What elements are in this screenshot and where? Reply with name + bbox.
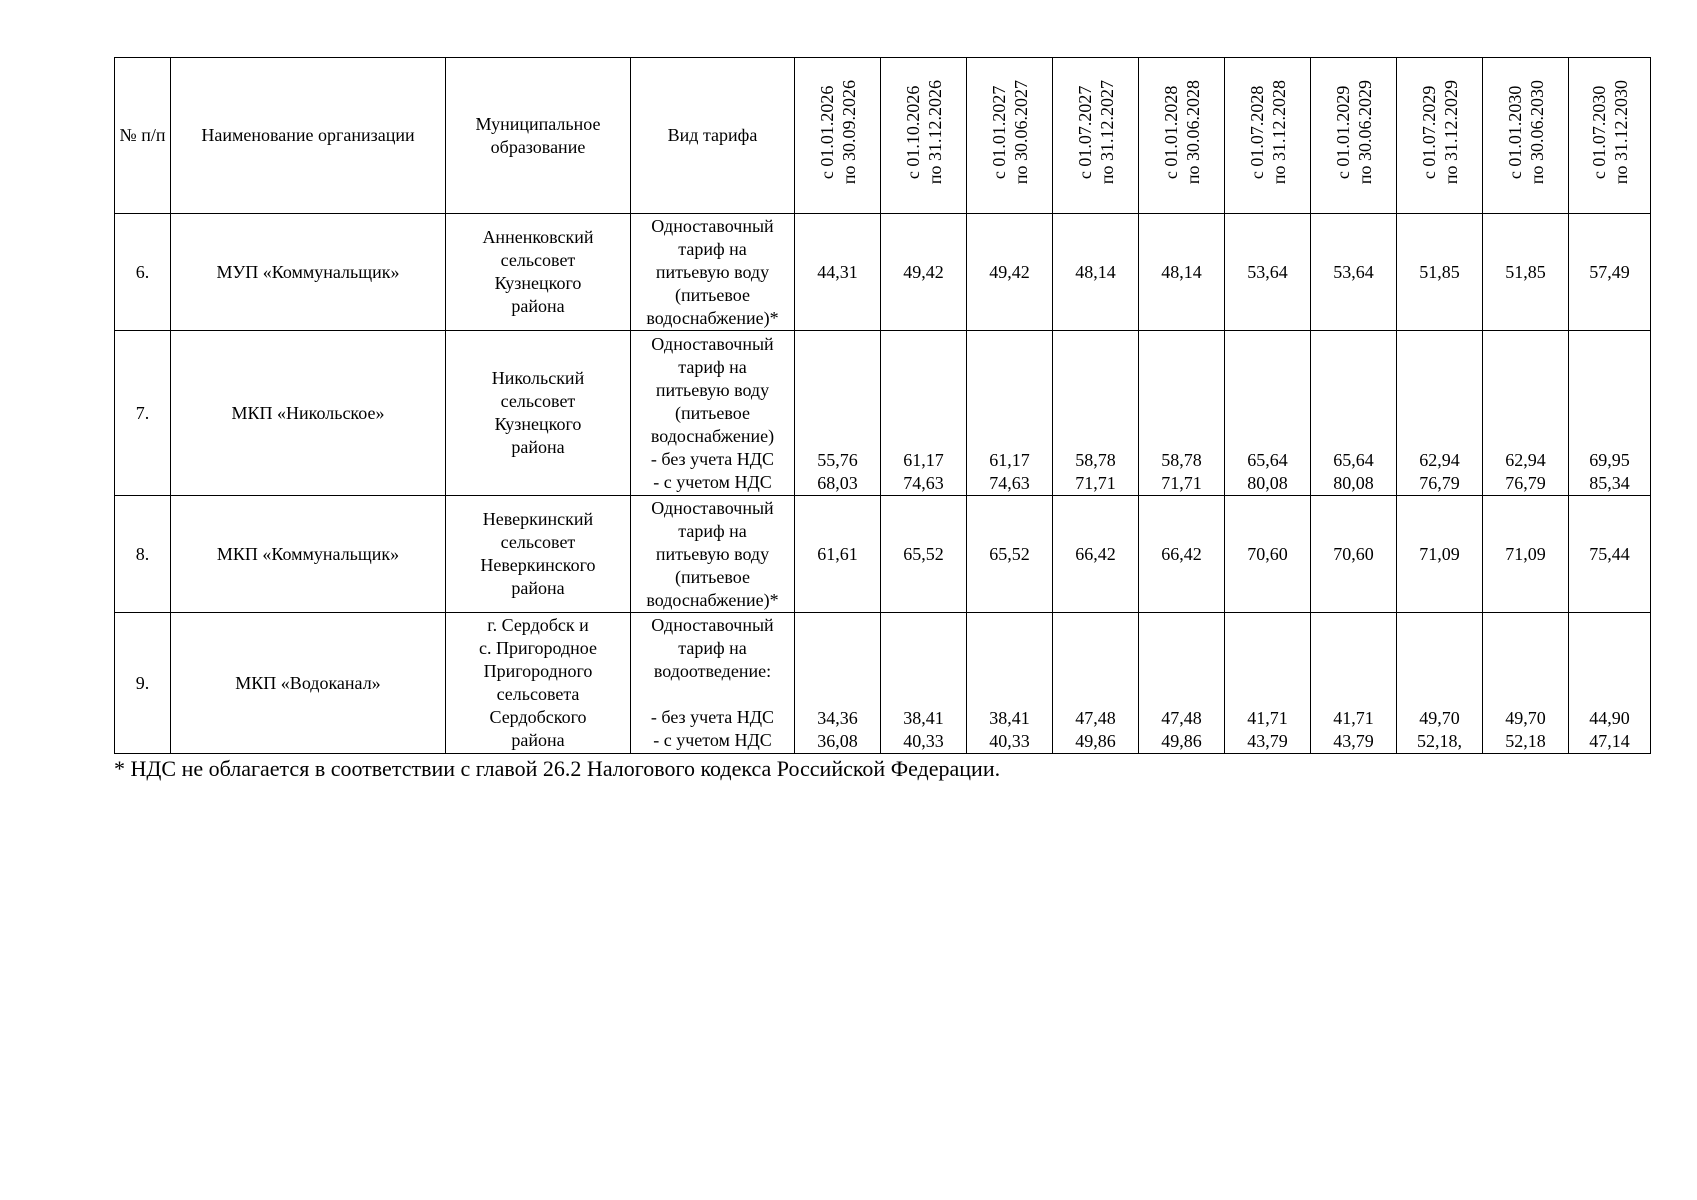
value-with-vat: 40,33 [989, 731, 1030, 751]
tariff-value-pair [967, 331, 1053, 496]
tariff-value: 53,64 [1311, 214, 1397, 331]
value-without-vat: 61,17 [903, 450, 944, 470]
municipality-line: Пригородного [483, 661, 593, 681]
tariff-value: 49,42 [967, 214, 1053, 331]
period-to: по 30.06.2027 [1010, 80, 1031, 185]
tariff-value-pair [1139, 613, 1225, 754]
tariff-document [114, 57, 1650, 782]
header-period [967, 58, 1053, 214]
period-to: по 30.06.2030 [1526, 80, 1547, 185]
value-without-vat: 34,36 [817, 708, 858, 728]
tariff-value: 51,85 [1397, 214, 1483, 331]
row-number: 9. [115, 613, 171, 754]
tariff-value: 51,85 [1483, 214, 1569, 331]
organization-name: МКП «Никольское» [171, 331, 446, 496]
value-without-vat: 55,76 [817, 450, 858, 470]
header-period [1569, 58, 1651, 214]
tariff-line: - без учета НДС [650, 707, 775, 727]
value-with-vat: 49,86 [1075, 731, 1116, 751]
tariff-value-pair [1569, 613, 1651, 754]
tariff-value-pair [1397, 331, 1483, 496]
value-without-vat: 44,90 [1589, 708, 1630, 728]
period-to: по 31.12.2026 [924, 80, 945, 185]
value-without-vat: 47,48 [1161, 708, 1202, 728]
tariff-value: 65,52 [881, 496, 967, 613]
value-with-vat: 43,79 [1247, 731, 1288, 751]
value-without-vat: 65,64 [1333, 450, 1374, 470]
value-with-vat: 49,86 [1161, 731, 1202, 751]
municipality-line: Неверкинского [480, 555, 596, 575]
tariff-value: 44,31 [795, 214, 881, 331]
municipality-line: Сердобского [489, 707, 587, 727]
table-body [115, 214, 1651, 754]
tariff-value-pair [1569, 331, 1651, 496]
table-row [115, 214, 1651, 331]
value-with-vat: 68,03 [817, 473, 858, 493]
value-without-vat: 58,78 [1161, 450, 1202, 470]
row-number: 8. [115, 496, 171, 613]
row-number: 7. [115, 331, 171, 496]
tariff-line: питьевую воду [655, 261, 770, 282]
tariff-value: 66,42 [1139, 496, 1225, 613]
municipality [446, 496, 631, 613]
header-period [1225, 58, 1311, 214]
period-from: с 01.07.2030 [1588, 85, 1609, 180]
tariff-line: водоснабжение)* [646, 307, 779, 328]
value-without-vat: 49,70 [1505, 708, 1546, 728]
header-tariff-type: Вид тарифа [631, 58, 795, 214]
value-with-vat: 47,14 [1589, 731, 1630, 751]
municipality-line: сельсовета [496, 684, 580, 704]
value-with-vat: 76,79 [1419, 473, 1460, 493]
value-without-vat: 62,94 [1505, 450, 1546, 470]
tariff-line: водоотведение: [653, 661, 772, 681]
period-from: с 01.01.2030 [1504, 85, 1525, 180]
value-without-vat: 62,94 [1419, 450, 1460, 470]
municipality-line: Кузнецкого [494, 414, 582, 434]
municipality-line: района [511, 296, 565, 316]
tariff-value-pair [795, 331, 881, 496]
header-period [1397, 58, 1483, 214]
value-with-vat: 74,63 [989, 473, 1030, 493]
header-period [1311, 58, 1397, 214]
tariff-line: Одноставочный [651, 615, 774, 635]
tariff-line: водоснабжение) [650, 425, 775, 446]
period-to: по 30.06.2028 [1182, 80, 1203, 185]
tariff-line: водоснабжение)* [646, 589, 779, 610]
organization-name: МКП «Водоканал» [171, 613, 446, 754]
period-from: с 01.07.2028 [1246, 85, 1267, 180]
tariff-line: тариф на [678, 638, 747, 658]
tariff-type [631, 496, 795, 613]
municipality-line: района [511, 437, 565, 457]
tariff-value-pair [1311, 613, 1397, 754]
tariff-value: 53,64 [1225, 214, 1311, 331]
table-row [115, 496, 1651, 613]
tariff-value: 70,60 [1225, 496, 1311, 613]
tariff-value: 61,61 [795, 496, 881, 613]
municipality-line: с. Пригородное [478, 638, 598, 658]
tariff-value-pair [1483, 331, 1569, 496]
value-with-vat: 40,33 [903, 731, 944, 751]
header-municipality: Муниципальное образование [446, 58, 631, 214]
value-without-vat: 65,64 [1247, 450, 1288, 470]
tariff-value-pair [1225, 331, 1311, 496]
value-with-vat: 43,79 [1333, 731, 1374, 751]
period-from: с 01.01.2029 [1332, 85, 1353, 180]
value-without-vat: 61,17 [989, 450, 1030, 470]
tariff-value-pair [1483, 613, 1569, 754]
period-from: с 01.10.2026 [902, 85, 923, 180]
tariff-line: тариф на [678, 356, 747, 377]
value-with-vat: 80,08 [1333, 473, 1374, 493]
municipality-line: г. Сердобск и [487, 615, 589, 635]
tariff-line: (питьевое [675, 284, 750, 305]
municipality-line: Неверкинский [482, 509, 594, 529]
tariff-value-pair [1139, 331, 1225, 496]
municipality-line: сельсовет [500, 391, 576, 411]
municipality-line: Анненковский [482, 227, 594, 247]
value-without-vat: 69,95 [1589, 450, 1630, 470]
value-with-vat: 71,71 [1161, 473, 1202, 493]
tariff-line: - с учетом НДС [653, 730, 772, 750]
tariff-value-pair [881, 331, 967, 496]
tariff-line: Одноставочный [651, 333, 774, 354]
tariff-value: 57,49 [1569, 214, 1651, 331]
tariff-value-pair [1311, 331, 1397, 496]
organization-name: МКП «Коммунальщик» [171, 496, 446, 613]
tariff-value: 48,14 [1139, 214, 1225, 331]
tariff-value-pair [1053, 331, 1139, 496]
tariff-line: - с учетом НДС [653, 471, 772, 492]
header-period [1139, 58, 1225, 214]
tariff-value: 66,42 [1053, 496, 1139, 613]
tariff-line: (питьевое [675, 566, 750, 587]
tariff-value-pair [967, 613, 1053, 754]
value-with-vat: 36,08 [817, 731, 858, 751]
tariff-table [114, 57, 1651, 754]
header-period [1053, 58, 1139, 214]
tariff-value: 71,09 [1397, 496, 1483, 613]
header-number: № п/п [115, 58, 171, 214]
tariff-value-pair [1225, 613, 1311, 754]
tariff-line [631, 683, 794, 706]
value-without-vat: 41,71 [1247, 708, 1288, 728]
value-with-vat: 71,71 [1075, 473, 1116, 493]
municipality-line: района [511, 730, 565, 750]
organization-name: МУП «Коммунальщик» [171, 214, 446, 331]
tariff-line: - без учета НДС [650, 448, 775, 469]
tariff-line: питьевую воду [655, 543, 770, 564]
value-with-vat: 52,18, [1417, 731, 1462, 751]
tariff-line: (питьевое [675, 402, 750, 423]
tariff-value-pair [1397, 613, 1483, 754]
header-period [795, 58, 881, 214]
municipality-line: Кузнецкого [494, 273, 582, 293]
tariff-value: 70,60 [1311, 496, 1397, 613]
tariff-line: тариф на [678, 520, 747, 541]
tariff-line: тариф на [678, 238, 747, 259]
value-without-vat: 38,41 [903, 708, 944, 728]
period-to: по 30.09.2026 [838, 80, 859, 185]
tariff-line: Одноставочный [651, 497, 774, 518]
municipality [446, 331, 631, 496]
municipality [446, 214, 631, 331]
municipality [446, 613, 631, 754]
table-row [115, 613, 1651, 754]
period-from: с 01.01.2028 [1160, 85, 1181, 180]
municipality-line: Никольский [491, 368, 585, 388]
table-row [115, 331, 1651, 496]
header-row [115, 58, 1651, 214]
municipality-line: сельсовет [500, 250, 576, 270]
municipality-line: района [511, 578, 565, 598]
tariff-value-pair [795, 613, 881, 754]
value-with-vat: 80,08 [1247, 473, 1288, 493]
period-to: по 31.12.2027 [1096, 80, 1117, 185]
tariff-type [631, 214, 795, 331]
value-with-vat: 76,79 [1505, 473, 1546, 493]
period-to: по 31.12.2030 [1610, 80, 1631, 185]
tariff-value-pair [1053, 613, 1139, 754]
tariff-line: Одноставочный [651, 215, 774, 236]
tariff-value: 75,44 [1569, 496, 1651, 613]
header-period [1483, 58, 1569, 214]
value-without-vat: 49,70 [1419, 708, 1460, 728]
value-with-vat: 52,18 [1505, 731, 1546, 751]
tariff-value: 49,42 [881, 214, 967, 331]
period-from: с 01.01.2027 [988, 85, 1009, 180]
header-organization: Наименование организации [171, 58, 446, 214]
value-without-vat: 47,48 [1075, 708, 1116, 728]
value-without-vat: 41,71 [1333, 708, 1374, 728]
period-to: по 31.12.2029 [1440, 80, 1461, 185]
footnote: * НДС не облагается в соответствии с главой 26.2 Налогового кодекса Российской Федерации. [114, 756, 1001, 781]
period-from: с 01.07.2029 [1418, 85, 1439, 180]
value-with-vat: 74,63 [903, 473, 944, 493]
tariff-value: 65,52 [967, 496, 1053, 613]
period-from: с 01.01.2026 [816, 85, 837, 180]
value-without-vat: 38,41 [989, 708, 1030, 728]
period-to: по 30.06.2029 [1354, 80, 1375, 185]
period-from: с 01.07.2027 [1074, 85, 1095, 180]
tariff-value-pair [881, 613, 967, 754]
value-without-vat: 58,78 [1075, 450, 1116, 470]
header-period [881, 58, 967, 214]
row-number: 6. [115, 214, 171, 331]
value-with-vat: 85,34 [1589, 473, 1630, 493]
tariff-value: 48,14 [1053, 214, 1139, 331]
period-to: по 31.12.2028 [1268, 80, 1289, 185]
municipality-line: сельсовет [500, 532, 576, 552]
tariff-type [631, 613, 795, 754]
tariff-value: 71,09 [1483, 496, 1569, 613]
tariff-line: питьевую воду [655, 379, 770, 400]
tariff-type [631, 331, 795, 496]
